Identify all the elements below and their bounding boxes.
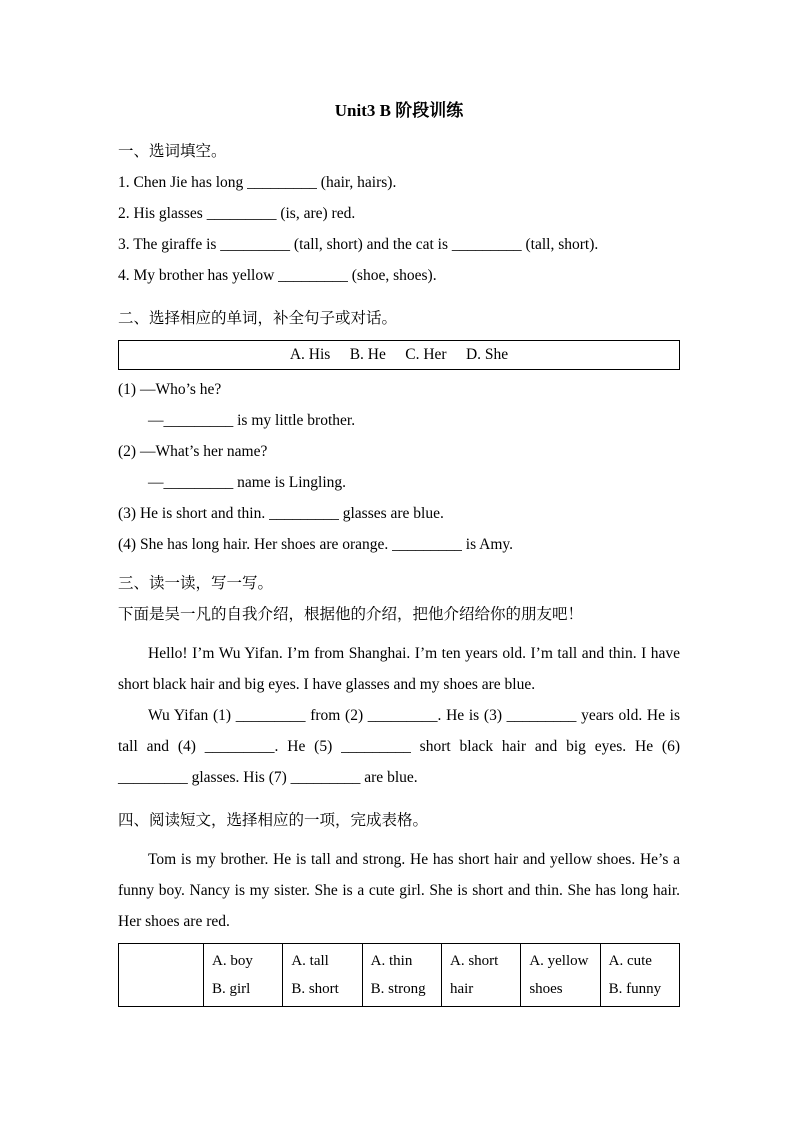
section3-heading: 三、读一读，写一写。 [118, 575, 274, 592]
answer-table [118, 943, 680, 1007]
table-cell-build-options: A. thin B. strong [362, 944, 441, 1007]
word-bank-box: A. His B. He C. Her D. She [118, 340, 680, 370]
page-title: Unit3 B 阶段训练 [334, 101, 464, 120]
section3-intro: 下面是吴一凡的自我介绍，根据他的介绍，把他介绍给你的朋友吧！ [118, 606, 584, 623]
table-cell-hair-options: A. short hair [441, 944, 520, 1007]
reading-passage: Tom is my brother. He is tall and strong. He has short hair and yellow shoes. He’s a funny boy. Nancy is my sister. She is a cute girl. She is short and thin. She has long hair. Her shoes are red. [118, 851, 680, 930]
table-cell-personality-options: A. cute B. funny [600, 944, 679, 1007]
table-cell-height-options: A. tall B. short [283, 944, 362, 1007]
dialogue-item-2-answer: —_________ name is Lingling. [148, 474, 347, 491]
section4-heading: 四、阅读短文，选择相应的一项，完成表格。 [118, 812, 429, 829]
section2-heading: 二、选择相应的单词，补全句子或对话。 [118, 310, 398, 327]
table-cell-gender-options: A. boy B. girl [204, 944, 283, 1007]
word-choice-item-4: 4. My brother has yellow _________ (shoe, shoes). [118, 267, 437, 284]
cloze-paragraph: Wu Yifan (1) _________ from (2) _________. He is (3) _________ years old. He is tall and (4) _________. He (5) _________ short black hair and big eyes. He (6) _________ glasses. His (7) _________ are blue. [118, 707, 680, 786]
word-choice-item-1: 1. Chen Jie has long _________ (hair, hairs). [118, 174, 397, 191]
dialogue-item-3: (3) He is short and thin. _________ glasses are blue. [118, 505, 444, 522]
dialogue-item-1-question: (1) —Who’s he? [118, 381, 222, 398]
self-introduction-passage: Hello! I’m Wu Yifan. I’m from Shanghai. I’m ten years old. I’m tall and thin. I have short black hair and big eyes. I have glasses and my shoes are blue. [118, 645, 680, 693]
word-choice-item-2: 2. His glasses _________ (is, are) red. [118, 205, 356, 222]
word-choice-item-3: 3. The giraffe is _________ (tall, short) and the cat is _________ (tall, short). [118, 236, 599, 253]
table-cell-name [119, 944, 204, 1007]
table-cell-shoes-options: A. yellow shoes [521, 944, 600, 1007]
dialogue-item-1-answer: —_________ is my little brother. [148, 412, 356, 429]
dialogue-item-2-question: (2) —What’s her name? [118, 443, 268, 460]
dialogue-item-4: (4) She has long hair. Her shoes are orange. _________ is Amy. [118, 536, 514, 553]
table-row [119, 944, 680, 1007]
section1-heading: 一、选词填空。 [118, 143, 227, 160]
